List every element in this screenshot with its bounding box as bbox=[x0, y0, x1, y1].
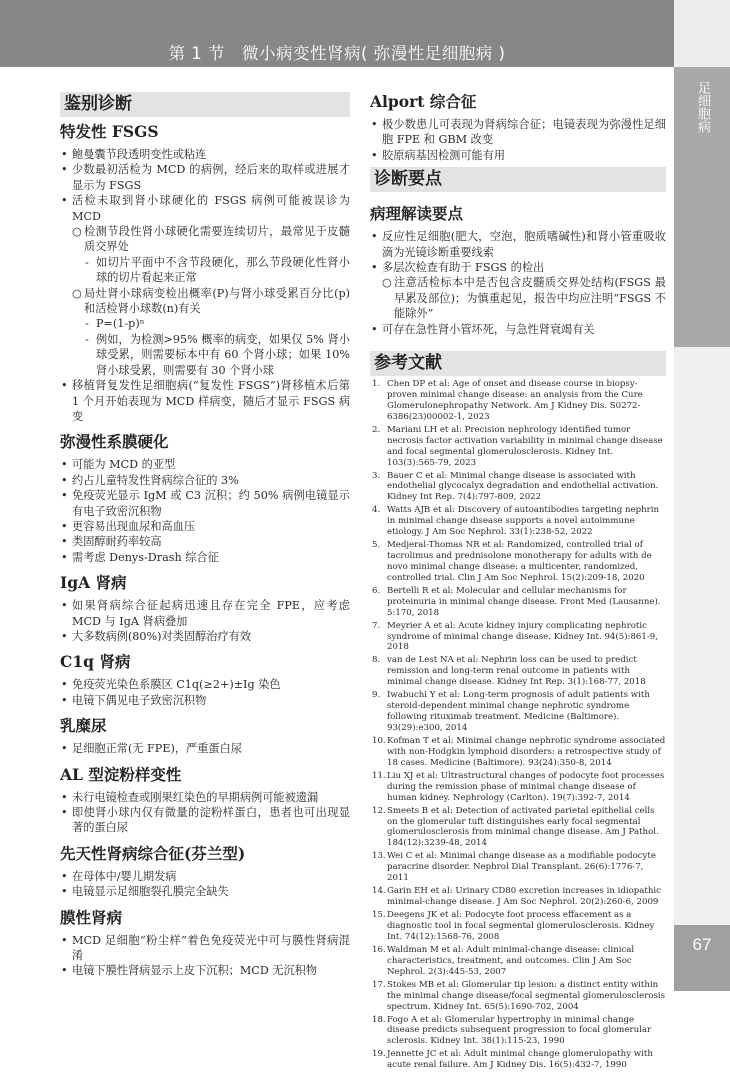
subsection-title: 膜性肾病 bbox=[60, 907, 123, 927]
bullet-icon: • bbox=[61, 148, 68, 161]
list-item bbox=[60, 473, 350, 488]
reference-text: van de Lest NA et al: Nephrin loss can be used to predict remission and long-term renal outcome in patients with minimal change disease. Kidney Int Rep. 3(1):168-77, 2018 bbox=[387, 655, 646, 688]
list-item bbox=[60, 193, 350, 224]
list-item-text: 在母体中/婴儿期发病 bbox=[72, 869, 177, 883]
reference-item bbox=[370, 690, 666, 734]
reference-number: 17. bbox=[372, 979, 386, 990]
list-item bbox=[370, 275, 666, 321]
list-item bbox=[60, 378, 350, 424]
list-item bbox=[60, 693, 350, 708]
list-item-text: 电镜显示足细胞裂孔膜完全缺失 bbox=[72, 885, 229, 899]
list-item bbox=[60, 677, 350, 692]
side-tab-label: 足细胞病 bbox=[695, 81, 710, 133]
subsection-title: Alport 综合征 bbox=[370, 92, 477, 111]
reference-text: Chen DP et al: Age of onset and disease course in biopsy-proven minimal change disease: an analysis from the Cure Glomerulonephropathy Network. Am J Kidney Dis. S0272-6386(23)00002-1, 2023 bbox=[387, 379, 643, 422]
reference-number: 13. bbox=[372, 851, 386, 862]
bullet-icon: • bbox=[61, 599, 68, 613]
reference-number: 5. bbox=[372, 540, 381, 551]
list-item-text: 移植肾复发性足细胞病(“复发性 FSGS”)肾移植术后第 1 个月开始表现为 MCD 样病变，随后才显示 FSGS 病变 bbox=[72, 379, 350, 423]
circle-bullet-icon: ○ bbox=[72, 225, 82, 239]
section-alport bbox=[370, 92, 666, 163]
reference-item bbox=[370, 471, 666, 504]
bullet-icon: • bbox=[61, 964, 68, 978]
list-item-text: 活检未取到肾小球硬化的 FSGS 病例可能被误诊为 MCD bbox=[72, 194, 350, 223]
list-item-text: 极少数患儿可表现为肾病综合征；电镜表现为弥漫性足细胞 FPE 和 GBM 改变 bbox=[382, 118, 666, 147]
bullet-icon: • bbox=[61, 629, 68, 643]
reference-number: 3. bbox=[372, 470, 381, 481]
list-item-text: 电镜下膜性肾病显示上皮下沉积；MCD 无沉积物 bbox=[72, 964, 318, 978]
reference-text: Jennette JC et al: Adult minimal change glomerulopathy with acute renal failure. Am J Kidney Dis. 16(5):432-7, 1990 bbox=[387, 1049, 653, 1071]
list-item-text: 少数最初活检为 MCD 的病例，经后来的取样或进展才显示为 FSGS bbox=[72, 163, 350, 192]
list-item-text: 如切片平面中不含节段硬化，那么节段硬化性肾小球的切片看起来正常 bbox=[96, 255, 350, 285]
subsection-title: 特发性 FSGS bbox=[60, 122, 159, 141]
reference-number: 9. bbox=[372, 690, 381, 701]
list-item-text: 免疫荧光显示 IgM 或 C3 沉积；约 50% 病例电镜显示有电子致密沉积物 bbox=[72, 489, 350, 518]
reference-text: Bauer C et al: Minimal change disease is associated with endothelial glycocalyx degradation and endothelial activation. Kidney Int Rep. 7(4):797-809, 2022 bbox=[387, 470, 659, 503]
reference-text: Stokes MB et al: Glomerular tip lesion: a distinct entity within the minimal change disease/focal segmental glomerulosclerosis spectrum. Kidney Int. 65(5):1690-702, 2004 bbox=[387, 979, 666, 1012]
list-item-text: 检测节段性肾小球硬化需要连续切片，最常见于皮髓质交界处 bbox=[84, 225, 350, 254]
reference-number: 6. bbox=[372, 585, 381, 596]
bullet-icon: • bbox=[61, 473, 68, 487]
list-item-text: 足细胞正常(无 FPE)，严重蛋白尿 bbox=[72, 742, 242, 756]
circle-bullet-icon: ○ bbox=[382, 276, 392, 290]
bullet-icon: • bbox=[61, 869, 68, 883]
reference-item bbox=[370, 980, 666, 1013]
subsection-title: C1q 肾病 bbox=[60, 652, 131, 672]
reference-item bbox=[370, 621, 666, 654]
list-item-text: P=(1-p)ⁿ bbox=[96, 317, 145, 331]
bullet-icon: • bbox=[61, 535, 68, 549]
list-item-text: 未行电镜检查或刚果红染色的早期病例可能被遗漏 bbox=[72, 790, 319, 804]
list-item-text: 注意活检标本中是否包含皮髓质交界处结构(FSGS 最早累及部位)；为慎重起见，报告中均应注明“FSGS 不能除外” bbox=[394, 276, 666, 321]
reference-number: 14. bbox=[372, 886, 386, 897]
reference-text: Wei C et al: Minimal change disease as a modifiable podocyte paracrine disorder. Nephrol Dial Transplant. 26(6):1776-7, 2011 bbox=[387, 851, 656, 884]
reference-item bbox=[370, 851, 666, 884]
bullet-icon: • bbox=[61, 163, 68, 177]
bullet-icon: • bbox=[61, 678, 68, 692]
reference-number: 8. bbox=[372, 655, 381, 666]
reference-item bbox=[370, 655, 666, 688]
reference-number: 12. bbox=[372, 805, 386, 816]
bullet-icon: • bbox=[61, 885, 68, 899]
list-item bbox=[60, 869, 350, 884]
subsection bbox=[60, 765, 350, 836]
reference-number: 15. bbox=[372, 910, 386, 921]
list-item bbox=[60, 162, 350, 193]
subsection bbox=[60, 716, 350, 756]
reference-number: 16. bbox=[372, 944, 386, 955]
list-item-text: 例如，为检测>95% 概率的病变，如果仅 5% 肾小球受累，则需要标本中有 60 个肾小球；如果 10% 肾小球受累，则需要有 30 个肾小球 bbox=[96, 332, 350, 377]
reference-number: 11. bbox=[372, 770, 386, 781]
list-item bbox=[60, 741, 350, 756]
reference-list bbox=[370, 379, 666, 1071]
reference-text: Smeets B et al: Detection of activated parietal epithelial cells on the glomerular tuft distinguishes early focal segmental glomerulosclerosis from minimal change disease. Am J Pathol. 184(12):3239-48, 2014 bbox=[387, 805, 659, 849]
reference-number: 18. bbox=[372, 1014, 386, 1025]
reference-item bbox=[370, 910, 666, 943]
page-number: 67 bbox=[674, 925, 730, 991]
bullet-icon: • bbox=[371, 118, 378, 131]
list-item bbox=[60, 147, 350, 162]
list-item bbox=[370, 229, 666, 260]
bullet-icon: • bbox=[371, 148, 378, 162]
reference-text: Fogo A et al: Glomerular hypertrophy in minimal change disease predicts subsequent progression to focal glomerular sclerosis. Kidney Int. 38(1):115-23, 1990 bbox=[387, 1014, 652, 1047]
subsection bbox=[60, 122, 350, 424]
list-item-text: 需考虑 Denys-Drash 综合征 bbox=[72, 550, 219, 564]
reference-text: Meyrier A et al: Acute kidney injury complicating nephrotic syndrome of minimal change disease. Kidney Int. 94(5):861-9, 2018 bbox=[387, 620, 658, 653]
list-item-text: 免疫荧光染色系膜区 C1q(≥2+)±Ig 染色 bbox=[72, 678, 281, 692]
list-item-text: 如果肾病综合征起病迅速且存在完全 FPE，应考虑 MCD 与 IgA 肾病叠加 bbox=[72, 599, 350, 628]
reference-item bbox=[370, 505, 666, 538]
bullet-icon: • bbox=[61, 693, 68, 707]
list-item bbox=[60, 963, 350, 978]
list-item bbox=[60, 629, 350, 644]
list-item bbox=[370, 322, 666, 337]
list-item bbox=[60, 457, 350, 472]
list-item-text: 多层次检查有助于 FSGS 的检出 bbox=[382, 261, 545, 275]
reference-item bbox=[370, 425, 666, 469]
reference-text: Garin EH et al: Urinary CD80 excretion increases in idiopathic minimal-change disease. J Am Soc Nephrol. 20(2):260-6, 2009 bbox=[387, 886, 661, 908]
subsection bbox=[60, 432, 350, 565]
list-item-text: MCD 足细胞“粉尘样”着色免疫荧光中可与膜性肾病混淆 bbox=[72, 933, 350, 963]
subsection-title: AL 型淀粉样变性 bbox=[60, 764, 182, 784]
reference-item bbox=[370, 1049, 666, 1071]
reference-number: 1. bbox=[372, 379, 381, 390]
list-item bbox=[60, 316, 350, 331]
reference-number: 2. bbox=[372, 424, 381, 435]
subsection-title: 乳糜尿 bbox=[60, 716, 107, 736]
bullet-icon: • bbox=[61, 806, 68, 819]
reference-item bbox=[370, 945, 666, 978]
list-item-text: 可存在急性肾小管坏死，与急性肾衰竭有关 bbox=[382, 322, 595, 336]
section-box-differential-diagnosis: 鉴别诊断 bbox=[60, 92, 350, 117]
dash-bullet-icon: - bbox=[85, 332, 89, 346]
list-item-text: 类固醇耐药率较高 bbox=[72, 535, 162, 549]
side-strip bbox=[674, 347, 730, 925]
section-box-references: 参考文献 bbox=[370, 351, 666, 376]
subsection-title: 病理解读要点 bbox=[370, 204, 464, 224]
reference-text: Watts AJB et al: Discovery of autoantibodies targeting nephrin in minimal change disease supports a novel autoimmune etiology. J Am Soc Nephrol. 33(1):238-52, 2022 bbox=[387, 505, 660, 538]
reference-text: Medjeral-Thomas NR et al: Randomized, controlled trial of tacrolimus and prednisolone monotherapy for adults with de novo minimal change disease: a multicenter, randomized, controlled trial. Clin J Am Soc Nephrol. 15(2):209-18, 2020 bbox=[387, 540, 652, 583]
list-item bbox=[60, 488, 350, 519]
list-item bbox=[370, 260, 666, 275]
reference-text: Deegens JK et al: Podocyte foot process effacement as a diagnostic tool in focal segmental glomerulosclerosis. Kidney Int. 74(12):1568-76, 2008 bbox=[387, 910, 655, 942]
list-item-text: 大多数病例(80%)对类固醇治疗有效 bbox=[72, 629, 252, 643]
list-item bbox=[60, 805, 350, 836]
side-strip-top bbox=[674, 0, 730, 67]
bullet-icon: • bbox=[371, 322, 378, 336]
list-item bbox=[60, 519, 350, 534]
bullet-icon: • bbox=[61, 790, 68, 804]
bullet-icon: • bbox=[61, 550, 68, 564]
subsection-title: 先天性肾病综合征(芬兰型) bbox=[60, 843, 246, 863]
reference-item bbox=[370, 1015, 666, 1048]
reference-text: Liu XJ et al: Ultrastructural changes of podocyte foot processes during the remission phase of minimal change disease of human kidney. Nephrology (Carlton). 19(7):392-7, 2014 bbox=[387, 770, 665, 803]
dash-bullet-icon: - bbox=[85, 255, 89, 269]
reference-number: 19. bbox=[372, 1049, 386, 1060]
reference-item bbox=[370, 886, 666, 908]
reference-text: Bertelli R et al: Molecular and cellular mechanisms for proteinuria in minimal change disease. Front Med (Lausanne). 5:170, 2018 bbox=[387, 585, 661, 618]
reference-text: Kofman T et al: Minimal change nephrotic syndrome associated with non-Hodgkin lymphoid disorders: a retrospective study of 18 cases. Medicine (Baltimore). 93(24):350-8, 2014 bbox=[387, 736, 666, 768]
list-item-text: 鲍曼囊节段透明变性或粘连 bbox=[72, 148, 207, 161]
reference-number: 4. bbox=[372, 505, 381, 516]
list-item-text: 电镜下偶见电子致密沉积物 bbox=[72, 693, 207, 707]
bullet-icon: • bbox=[61, 379, 68, 393]
reference-number: 10. bbox=[372, 736, 386, 746]
subsection bbox=[60, 573, 350, 644]
reference-number: 7. bbox=[372, 620, 381, 631]
dash-bullet-icon: - bbox=[85, 317, 89, 331]
list-item bbox=[60, 884, 350, 899]
list-item bbox=[60, 790, 350, 805]
subsection bbox=[60, 844, 350, 900]
reference-item bbox=[370, 540, 666, 584]
reference-item bbox=[370, 806, 666, 850]
bullet-icon: • bbox=[61, 742, 68, 756]
list-item-text: 更容易出现血尿和高血压 bbox=[72, 519, 196, 533]
left-column bbox=[60, 92, 350, 979]
bullet-icon: • bbox=[61, 458, 68, 472]
reference-item bbox=[370, 586, 666, 619]
list-item bbox=[60, 255, 350, 286]
reference-text: Waldman M et al: Adult minimal-change disease: clinical characteristics, treatment, and outcomes. Clin J Am Soc Nephrol. 2(3):445-53, 2007 bbox=[387, 944, 635, 977]
circle-bullet-icon: ○ bbox=[72, 286, 82, 300]
chapter-header bbox=[0, 0, 674, 67]
side-tab bbox=[674, 67, 730, 347]
list-item-text: 胶原病基因检测可能有用 bbox=[382, 148, 506, 162]
reference-item bbox=[370, 771, 666, 804]
list-item bbox=[370, 117, 666, 148]
list-item-text: 可能为 MCD 的亚型 bbox=[72, 458, 176, 472]
section-box-diagnostic-points: 诊断要点 bbox=[370, 167, 666, 192]
bullet-icon: • bbox=[371, 230, 378, 244]
list-item bbox=[60, 550, 350, 565]
reference-item bbox=[370, 736, 666, 769]
section-pathology bbox=[370, 204, 666, 337]
list-item-text: 局灶肾小球病变检出概率(P)与肾小球受累百分比(p)和活检肾小球数(n)有关 bbox=[84, 286, 350, 316]
list-item-text: 即使肾小球内仅有微量的淀粉样蛋白，患者也可出现显著的蛋白尿 bbox=[72, 806, 350, 835]
list-item bbox=[60, 224, 350, 255]
list-item bbox=[60, 332, 350, 378]
subsection-title: 弥漫性系膜硬化 bbox=[60, 432, 169, 452]
bullet-icon: • bbox=[61, 194, 68, 208]
bullet-icon: • bbox=[371, 261, 378, 275]
reference-text: Iwabuchi Y et al: Long-term prognosis of adult patients with steroid-dependent minimal change nephrotic syndrome following rituximab treatment. Medicine (Baltimore). 93(29):e300, 2014 bbox=[387, 690, 650, 733]
subsection bbox=[60, 652, 350, 708]
list-item-text: 约占儿童特发性肾病综合征的 3% bbox=[72, 473, 239, 487]
bullet-icon: • bbox=[61, 489, 68, 503]
chapter-title: 第 1 节 微小病变性肾病( 弥漫性足细胞病 ) bbox=[168, 44, 506, 63]
reference-item bbox=[370, 379, 666, 423]
bullet-icon: • bbox=[61, 519, 68, 533]
list-item bbox=[60, 286, 350, 317]
subsection bbox=[60, 908, 350, 979]
right-column bbox=[370, 92, 666, 1073]
reference-text: Mariani LH et al: Precision nephrology identified tumor necrosis factor activation variability in minimal change disease and focal segmental glomerulosclerosis. Kidney Int. 103(3):565-79, 2023 bbox=[387, 424, 663, 468]
list-item bbox=[60, 534, 350, 549]
list-item bbox=[60, 933, 350, 964]
list-item-text: 反应性足细胞(肥大，空泡，胞质嗜碱性)和肾小管重吸收滴为光镜诊断重要线索 bbox=[382, 230, 666, 259]
list-item bbox=[370, 148, 666, 163]
list-item bbox=[60, 598, 350, 629]
bullet-icon: • bbox=[61, 933, 68, 947]
subsection-title: IgA 肾病 bbox=[60, 573, 127, 593]
